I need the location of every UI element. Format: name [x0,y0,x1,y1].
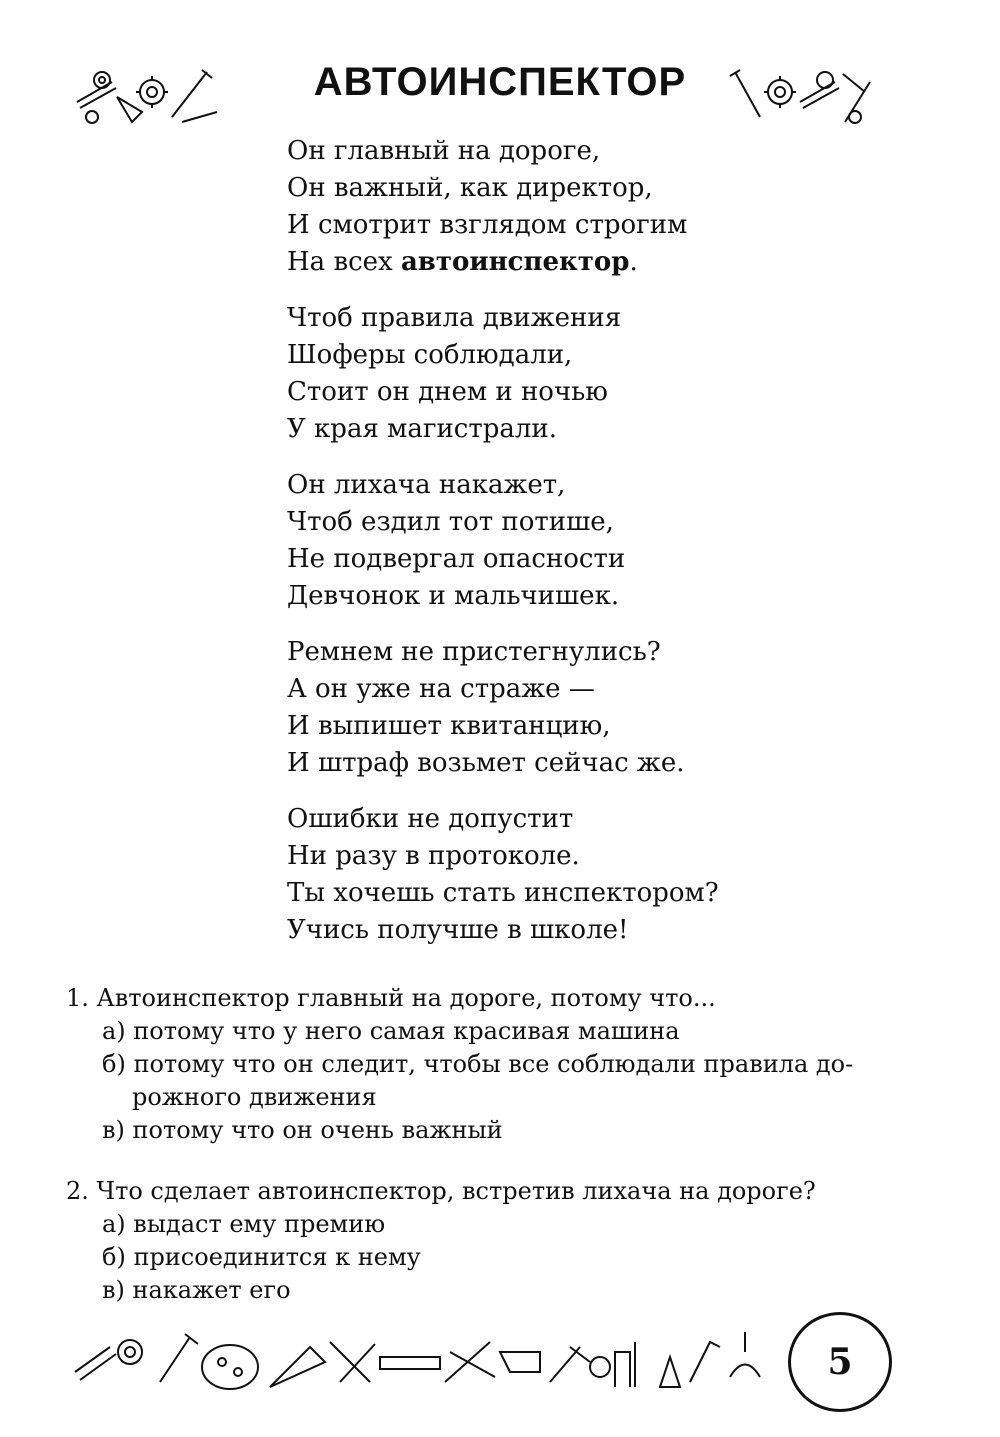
stanza-2 [287,300,719,448]
poem-line: Не подвергал опасности [287,544,626,574]
poem-line: А он уже на страже — [287,674,595,704]
answer-option: в) накажет его [102,1276,291,1304]
poem-line: У края магистрали. [287,414,557,444]
poem-line: И смотрит взглядом строгим [287,210,688,240]
quiz [66,982,853,1335]
poem-line: Он лихача накажет, [287,470,566,500]
page-title: АВТОИНСПЕКТОР [313,60,687,104]
poem-line: И штраф возьмет сейчас же. [287,748,685,778]
poem-line: Чтоб правила движения [287,303,622,333]
question-2 [66,1175,853,1307]
line-prefix: На всех [287,247,401,277]
stanza-4 [287,634,719,782]
poem-line: Ты хочешь стать инспектором? [287,878,719,908]
poem-line: Ошибки не допустит [287,804,574,834]
poem-line: Девчонок и мальчишек. [287,581,620,611]
page-number: 5 [788,1312,892,1412]
stanza-1 [287,133,719,281]
poem-line-emphasis [287,244,719,281]
question-text: 2. Что сделает автоинспектор, встретив лихача на дороге? [66,1177,816,1205]
poem-line: И выпишет квитанцию, [287,711,611,741]
bold-keyword: автоинспектор [400,247,630,277]
poem-line: Учись получше в школе! [287,915,629,945]
answer-option: в) потому что он очень важный [102,1116,503,1144]
poem-line: Чтоб ездил тот потише, [287,507,614,537]
poem-line: Шоферы соблюдали, [287,340,573,370]
poem-line: Ни разу в протоколе. [287,841,580,871]
footer-tools-ornament [70,1322,775,1402]
stanza-5 [287,801,719,949]
answer-option-continued: рожного движения [132,1083,377,1111]
question-1 [66,982,853,1147]
stanza-3 [287,467,719,615]
line-suffix: . [629,247,638,277]
answer-option: б) присоединится к нему [102,1243,421,1271]
answer-option: а) потому что у него самая красивая машина [102,1017,680,1045]
poem-line: Он важный, как директор, [287,173,653,203]
question-text: 1. Автоинспектор главный на дороге, потому что... [66,984,716,1012]
answer-option: б) потому что он следит, чтобы все соблюдали правила до- [102,1050,854,1078]
poem-line: Стоит он днем и ночью [287,377,608,407]
poem-line: Он главный на дороге, [287,136,601,166]
poem [287,133,719,949]
poem-line: Ремнем не пристегнулись? [287,637,661,667]
answer-option: а) выдаст ему премию [102,1210,386,1238]
